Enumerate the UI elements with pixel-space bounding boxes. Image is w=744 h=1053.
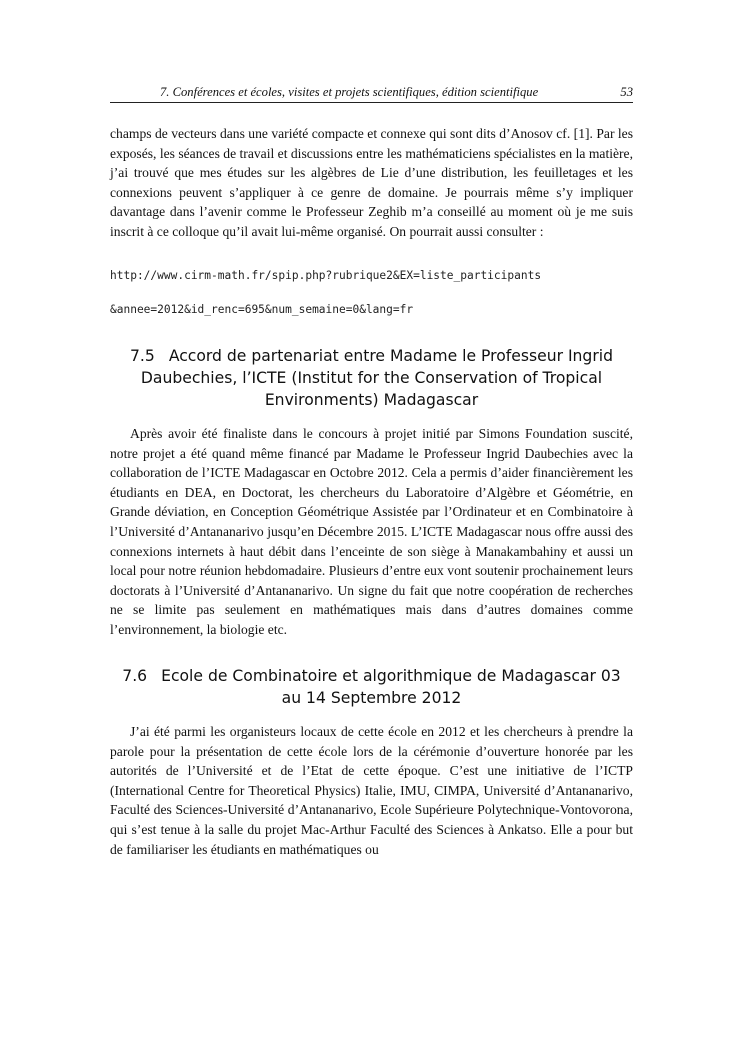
section-number: 7.6 bbox=[122, 667, 148, 685]
section-7-5-paragraph: Après avoir été finaliste dans le concours à projet initié par Simons Foundation suscité, notre projet a été quand même financé par Madame le Professeur Ingrid Daubechies avec la collaboration de l’ICTE Madagascar en Octobre 2012. Cela a permis d’aider financièrement les étudiants en DEA, en Doctorat, les chercheurs du Laboratoire d’Algèbre et Géométrie, en Grande déviation, en Conception Géométrique Assistée par l’Ordinateur et en Combinatoire à l’Université d’Antananarivo jusqu’en Décembre 2015. L’ICTE Madagascar nous offre aussi des connexions internets à haut débit dans l’enceinte de son siège à Manakambahiny et aussi un local pour notre réunion hebdomadaire. Plusieurs d’entre eux vont soutenir prochainement leurs doctorats à l’Université d’Antananarivo. Un signe du fait que notre coopération de recherches ne se limite pas seulement en mathématiques mais dans d’autres domaines comme l’environnement, la biologie etc. bbox=[110, 426, 633, 637]
running-header-title: 7. Conférences et écoles, visites et projets scientifiques, édition scientifique bbox=[160, 85, 539, 99]
running-header bbox=[110, 84, 633, 103]
section-7-6-paragraph: J’ai été parmi les organisteurs locaux de cette école en 2012 et les chercheurs à prendre la parole pour la présentation de cette école lors de la cérémonie d’ouverture honorée par les autorités de l’Université et de l’Etat de cette époque. C’est une initiative de l’ICTP (International Centre for Theoretical Physics) Italie, IMU, CIMPA, Université d’Antananarivo, Faculté des Sciences-Université d’Antananarivo, Ecole Supérieure Polytechnique-Vontovorona, qui s’est tenue à la salle du projet Mac-Arthur Faculté des Sciences à Ankatso. Elle a pour but de familiariser les étudiants en mathématiques ou bbox=[110, 724, 633, 857]
section-number: 7.5 bbox=[130, 347, 155, 365]
section-title: Ecole de Combinatoire et algorithmique de Madagascar 03 au 14 Septembre 2012 bbox=[161, 667, 621, 707]
section-heading-7-6 bbox=[110, 665, 633, 709]
section-title: Accord de partenariat entre Madame le Professeur Ingrid Daubechies, l’ICTE (Institut for the Conservation of Tropical Environments) Madagascar bbox=[140, 347, 613, 409]
section-heading-7-5 bbox=[110, 345, 633, 411]
url-line-2[interactable]: &annee=2012&id_renc=695&num_semaine=0&lang=fr bbox=[110, 303, 414, 316]
document-page bbox=[110, 0, 633, 1053]
page-number: 53 bbox=[620, 85, 633, 99]
url-line-1[interactable]: http://www.cirm-math.fr/spip.php?rubrique2&EX=liste_participants bbox=[110, 269, 542, 282]
intro-paragraph: champs de vecteurs dans une variété compacte et connexe qui sont dits d’Anosov cf. [1]. Par les exposés, les séances de travail et discussions entre les mathématiciens spécialistes en la matière, j’ai trouvé que mes études sur les algèbres de Lie d’une distribution, les feuilletages et les connexions peuvent s’appliquer à ce genre de domaine. Je pourrais même s’y impliquer davantage dans l’avenir comme le Professeur Zeghib m’a conseillé au moment où je me suis inscrit à ce colloque qu’il avait lui-même organisé. On pourrait aussi consulter : bbox=[110, 126, 633, 239]
